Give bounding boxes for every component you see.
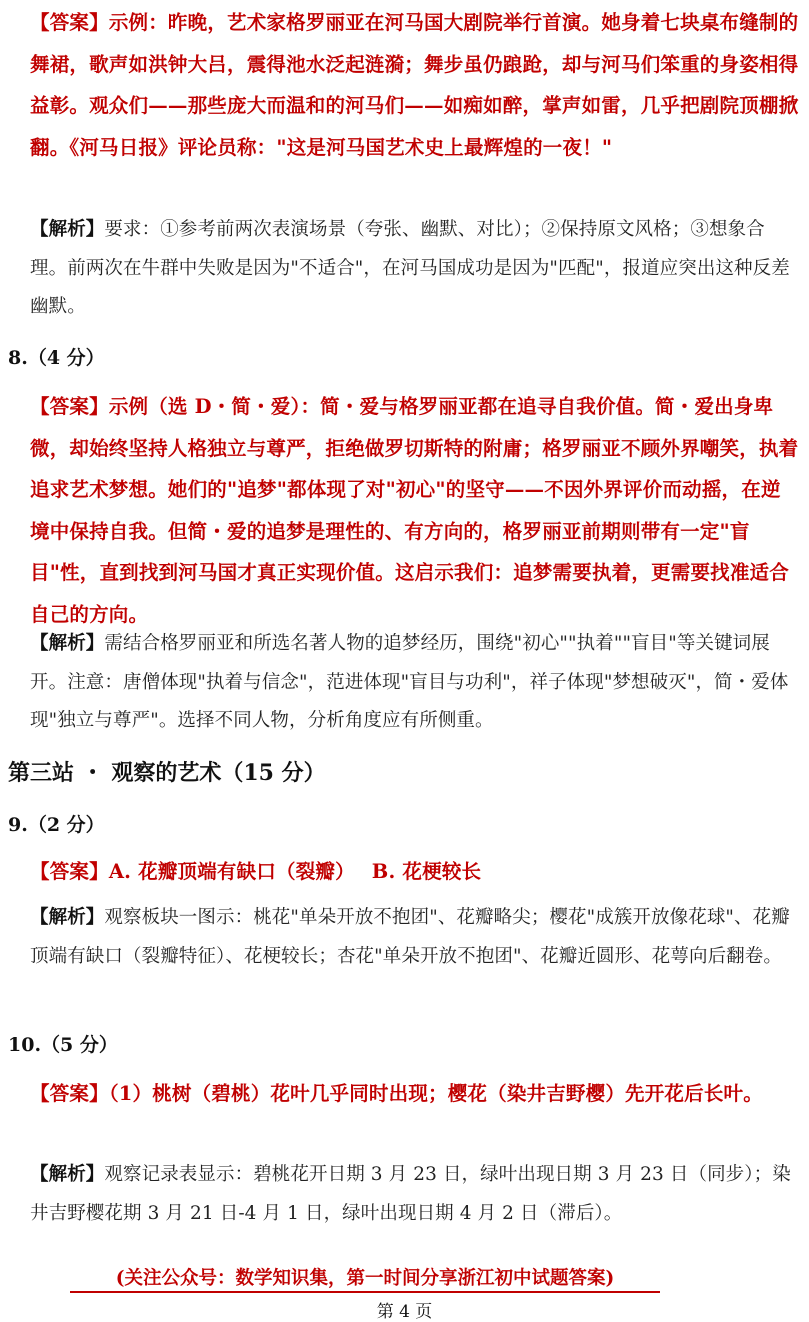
question-9-heading: 9.（2 分） [8, 814, 105, 836]
explanation-9 [30, 899, 800, 976]
explanation-tag: 【解析】 [30, 219, 105, 240]
answer-text: 示例（选 D・简・爱）：简・爱与格罗丽亚都在追寻自我价值。简・爱出身卑微，却始终坚持人格独立与尊严，拒绝做罗切斯特的附庸；格罗丽亚不顾外界嘲笑，执着追求艺术梦想。她们的"追梦"都体现了对"初心"的坚守——不因外界评价而动摇，在逆境中保持自我。但简・爱的追梦是理性的、有方向的，格罗丽亚前期则带有一定"盲目"性，直到找到河马国才真正实现价值。这启示我们：追梦需要执着，更需要找准适合自己的方向。 [30, 395, 799, 626]
explanation-text: 要求：①参考前两次表演场景（夸张、幽默、对比）；②保持原文风格；③想象合理。前两次在牛群中失败是因为"不适合"，在河马国成功是因为"匹配"，报道应突出这种反差幽默。 [30, 219, 790, 317]
explanation-8 [30, 625, 800, 741]
explanation-text: 需结合格罗丽亚和所选名著人物的追梦经历，围绕"初心""执着""盲目"等关键词展开。注意：唐僧体现"执着与信念"，范进体现"盲目与功利"，祥子体现"梦想破灭"，简・爱体现"独立与尊严"。选择不同人物，分析角度应有所侧重。 [30, 633, 789, 731]
answer-9 [30, 851, 800, 893]
question-8-heading: 8.（4 分） [8, 347, 105, 369]
answer-tag: 【答案】 [30, 1082, 109, 1105]
question-10-heading: 10.（5 分） [8, 1034, 118, 1056]
answer-10 [30, 1073, 800, 1115]
answer-tag: 【答案】 [30, 860, 109, 883]
answer-text: A. 花瓣顶端有缺口（裂瓣） B. 花梗较长 [108, 860, 482, 883]
answer-7 [30, 2, 800, 168]
answer-text: 示例：昨晚，艺术家格罗丽亚在河马国大剧院举行首演。她身着七块桌布缝制的舞裙，歌声如洪钟大吕，震得池水泛起涟漪；舞步虽仍踉跄，却与河马们笨重的身姿相得益彰。观众们——那些庞大而温和的河马们——如痴如醉，掌声如雷，几乎把剧院顶棚掀翻。《河马日报》评论员称："这是河马国艺术史上最辉煌的一夜！" [30, 11, 799, 159]
answer-tag: 【答案】 [30, 395, 109, 418]
explanation-tag: 【解析】 [30, 633, 105, 654]
page-number: 第 4 页 [376, 1302, 433, 1322]
answer-tag: 【答案】 [30, 11, 109, 34]
explanation-tag: 【解析】 [30, 1164, 105, 1185]
answer-text: （1）桃树（碧桃）花叶几乎同时出现；樱花（染井吉野樱）先开花后长叶。 [108, 1082, 763, 1105]
explanation-7 [30, 211, 800, 327]
answer-8 [30, 386, 800, 635]
explanation-tag: 【解析】 [30, 907, 105, 928]
explanation-text: 观察记录表显示：碧桃花开日期 3 月 23 日，绿叶出现日期 3 月 23 日（同步）；染井吉野樱花期 3 月 21 日-4 月 1 日，绿叶出现日期 4 月 2 日（滞后）。 [30, 1164, 791, 1224]
explanation-10 [30, 1156, 800, 1233]
wechat-notice-link[interactable]: (关注公众号：数学知识集，第一时间分享浙江初中试题答案) [70, 1264, 660, 1293]
section-3-title: 第三站 ・ 观察的艺术（15 分） [8, 760, 326, 786]
explanation-text: 观察板块一图示：桃花"单朵开放不抱团"、花瓣略尖；樱花"成簇开放像花球"、花瓣顶端有缺口（裂瓣特征）、花梗较长；杏花"单朵开放不抱团"、花瓣近圆形、花萼向后翻卷。 [30, 907, 790, 967]
